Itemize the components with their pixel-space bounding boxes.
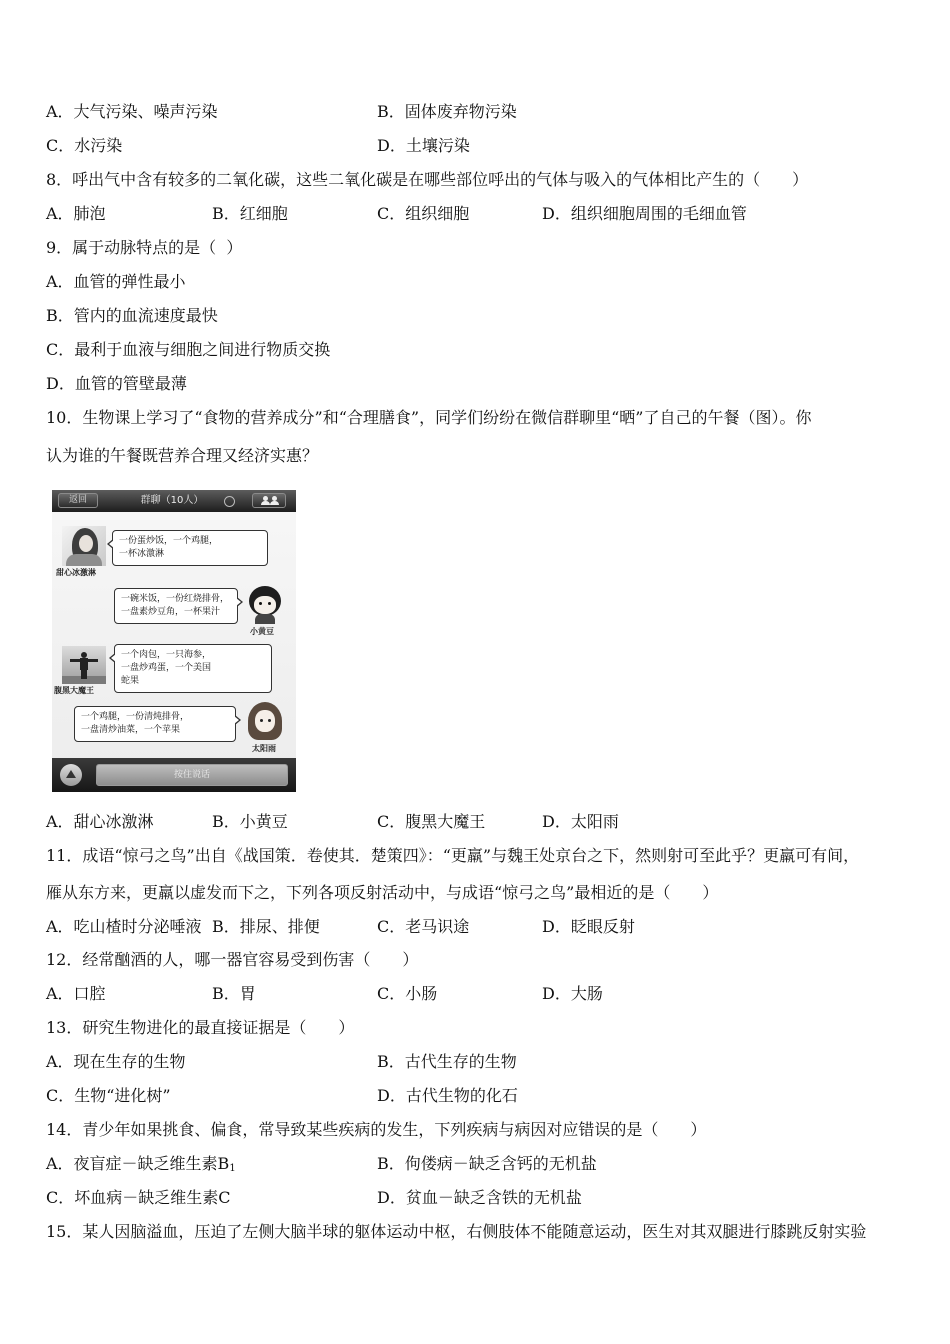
contacts-icon (252, 493, 286, 508)
q9-option-d: D．血管的管壁最薄 (46, 374, 187, 393)
chat-username-1: 甜心冰激淋 (56, 568, 96, 577)
q7-option-d: D．土壤污染 (377, 136, 470, 155)
avatar-tianxin (62, 526, 106, 566)
q12-option-d: D．大肠 (542, 984, 603, 1003)
q11-option-b: B．排尿、排便 (212, 917, 320, 936)
q14-option-a (46, 1154, 236, 1174)
hold-to-talk-button: 按住说话 (96, 764, 288, 786)
q11-stem-line-1: 11．成语“惊弓之鸟”出自《战国策．卷使其．楚策四》：“更羸”与魏王处京台之下，然则射可至此乎？更羸可有间， (46, 846, 860, 865)
chat-bubble-3-line-1: 一个肉包，一只海参， (121, 650, 212, 660)
q13-option-a: A．现在生存的生物 (46, 1052, 186, 1071)
q13-option-c: C．生物“进化树” (46, 1086, 171, 1105)
q7-option-b: B．固体废弃物污染 (377, 102, 517, 121)
q11-option-c: C．老马识途 (377, 917, 470, 936)
q10-option-c: C．腹黑大魔王 (377, 812, 486, 831)
q10-option-a: A．甜心冰激淋 (46, 812, 154, 831)
chat-username-4: 太阳雨 (252, 744, 276, 753)
avatar-taiyangyu (246, 702, 284, 742)
q8-option-b: B．红细胞 (212, 204, 288, 223)
q8-option-c: C．组织细胞 (377, 204, 470, 223)
expand-icon (60, 764, 82, 786)
chat-username-3: 腹黑大魔王 (54, 686, 94, 695)
chat-bubble-1 (112, 530, 268, 566)
q11-option-a: A．吃山楂时分泌唾液 (46, 917, 202, 936)
q15-stem: 15．某人因脑溢血，压迫了左侧大脑半球的躯体运动中枢，右侧肢体不能随意运动，医生对其双腿进行膝跳反射实验 (46, 1222, 867, 1241)
back-button: 返回 (58, 493, 98, 508)
q7-option-a: A．大气污染、噪声污染 (46, 102, 218, 121)
q9-option-a: A．血管的弹性最小 (46, 272, 186, 291)
q10-option-d: D．太阳雨 (542, 812, 619, 831)
q12-option-a: A．口腔 (46, 984, 106, 1003)
q12-option-b: B．胃 (212, 984, 256, 1003)
chat-top-bar (52, 490, 296, 512)
q7-option-c: C．水污染 (46, 136, 123, 155)
wechat-group-chat-figure (52, 490, 296, 792)
q13-option-d: D．古代生物的化石 (377, 1086, 518, 1105)
chat-bubble-4-line-2: 一盘清炒油菜，一个苹果 (81, 725, 181, 735)
q8-option-a: A．肺泡 (46, 204, 106, 223)
avatar-xiaohuangdou (246, 586, 284, 624)
q11-option-d: D．眨眼反射 (542, 917, 635, 936)
chat-username-2: 小黄豆 (250, 627, 274, 636)
q9-option-c: C．最利于血液与细胞之间进行物质交换 (46, 340, 331, 359)
chat-bubble-2-line-2: 一盘素炒豆角，一杯果汁 (121, 607, 221, 617)
q9-stem: 9．属于动脉特点的是（ ） (46, 238, 243, 257)
q13-stem: 13．研究生物进化的最直接证据是（ ） (46, 1018, 355, 1037)
q14-option-d: D．贫血－缺乏含铁的无机盐 (377, 1188, 582, 1207)
q8-option-d: D．组织细胞周围的毛细血管 (542, 204, 747, 223)
q10-stem-line-2: 认为谁的午餐既营养合理又经济实惠？ (46, 446, 319, 465)
q10-stem-line-1: 10．生物课上学习了“食物的营养成分”和“合理膳食”，同学们纷纷在微信群聊里“晒”了自己的午餐（图）。你 (46, 408, 812, 427)
chat-bubble-1-line-1: 一份蛋炒饭，一个鸡腿， (119, 536, 219, 546)
q14-option-a-subscript: 1 (229, 1163, 236, 1174)
chat-bubble-2-line-1: 一碗米饭，一份红烧排骨， (121, 594, 230, 604)
chat-title: 群聊（10人） (140, 495, 204, 506)
chat-bubble-1-line-2: 一杯冰激淋 (119, 549, 165, 559)
avatar-fuhei (62, 646, 106, 684)
q12-option-c: C．小肠 (377, 984, 438, 1003)
chat-bubble-4 (74, 706, 236, 742)
q13-option-b: B．古代生存的生物 (377, 1052, 517, 1071)
chat-bubble-2 (114, 588, 238, 624)
chat-bubble-4-line-1: 一个鸡腿，一份清炖排骨， (81, 712, 190, 722)
q14-option-b: B．佝偻病－缺乏含钙的无机盐 (377, 1154, 597, 1173)
chat-bottom-bar (52, 758, 296, 792)
chat-bubble-3 (114, 644, 272, 693)
q10-option-b: B．小黄豆 (212, 812, 288, 831)
chat-bubble-3-line-3: 蛇果 (121, 676, 140, 686)
q8-stem: 8．呼出气中含有较多的二氧化碳，这些二氧化碳是在哪些部位呼出的气体与吸入的气体相比产生的（ ） (46, 170, 809, 189)
q14-stem: 14．青少年如果挑食、偏食，常导致某些疾病的发生，下列疾病与病因对应错误的是（ ） (46, 1120, 707, 1139)
chat-bubble-3-line-2: 一盘炒鸡蛋，一个美国 (121, 663, 212, 673)
q11-stem-line-2: 雁从东方来，更羸以虚发而下之，下列各项反射活动中，与成语“惊弓之鸟”最相近的是（ ） (46, 883, 719, 902)
q12-stem: 12．经常酗酒的人，哪一器官容易受到伤害（ ） (46, 950, 419, 969)
circle-icon (224, 496, 235, 507)
q14-option-a-text: A．夜盲症－缺乏维生素B (46, 1154, 230, 1173)
q14-option-c: C．坏血病－缺乏维生素C (46, 1188, 231, 1207)
q9-option-b: B．管内的血流速度最快 (46, 306, 218, 325)
